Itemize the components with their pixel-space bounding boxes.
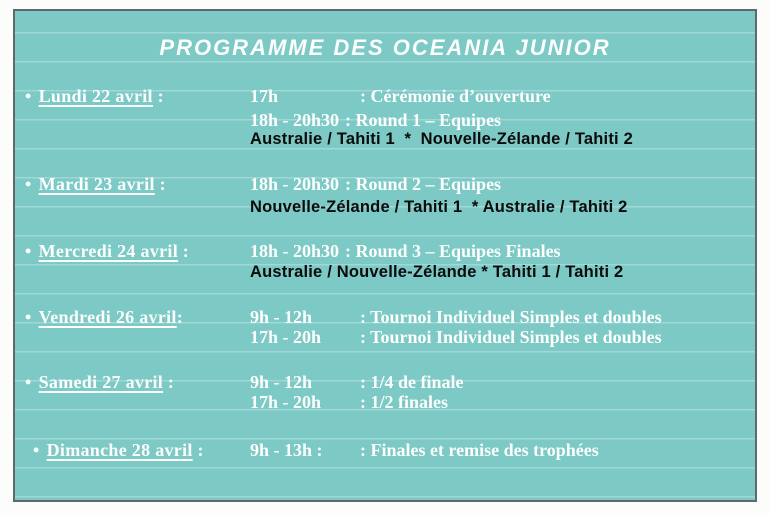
- date-text: Dimanche 28 avril: [46, 440, 193, 460]
- bullet-icon: •: [25, 241, 32, 261]
- bullet-icon: •: [33, 440, 40, 460]
- time-cell: 17h - 20h: [250, 327, 322, 347]
- activity-cell: : Finales et remise des trophées: [360, 440, 599, 460]
- date-label: [25, 371, 174, 393]
- activity-cell: : 1/2 finales: [360, 392, 448, 412]
- activity-cell: : Round 2 – Equipes: [345, 174, 502, 194]
- date-label: [25, 240, 189, 262]
- date-text: Mercredi 24 avril: [38, 241, 178, 261]
- date-text: Mardi 23 avril: [38, 174, 155, 194]
- teams-line: Australie / Nouvelle-Zélande * Tahiti 1 / Tahiti 2: [250, 263, 624, 281]
- schedule-row: [15, 85, 755, 107]
- date-text: Samedi 27 avril: [38, 372, 164, 392]
- bullet-icon: •: [25, 86, 32, 106]
- time-cell: 18h - 20h30: [250, 174, 340, 194]
- schedule-row: [15, 240, 755, 262]
- date-label: [25, 173, 166, 195]
- date-colon: :: [176, 307, 184, 327]
- schedule-row: [15, 371, 755, 393]
- activity-cell: : Round 3 – Equipes Finales: [345, 241, 561, 261]
- date-text: Vendredi 26 avril: [38, 307, 177, 327]
- date-label: [33, 439, 204, 461]
- date-label: [25, 85, 164, 107]
- activity-cell: : Round 1 – Equipes: [345, 110, 502, 130]
- time-cell: 18h - 20h30: [250, 110, 340, 130]
- time-cell: 9h - 12h: [250, 307, 313, 327]
- teams-line: Nouvelle-Zélande / Tahiti 1 * Australie / Tahiti 2: [250, 198, 628, 216]
- date-colon: :: [154, 174, 166, 194]
- program-card: [13, 9, 757, 502]
- schedule-row: [15, 391, 755, 413]
- date-colon: :: [152, 86, 164, 106]
- teams-line: Australie / Tahiti 1 * Nouvelle-Zélande / Tahiti 2: [250, 130, 633, 148]
- time-cell: 9h - 12h: [250, 372, 313, 392]
- activity-cell: : Tournoi Individuel Simples et doubles: [360, 307, 662, 327]
- time-cell: 17h: [250, 86, 279, 106]
- page-title: PROGRAMME DES OCEANIA JUNIOR: [159, 35, 611, 60]
- activity-cell: : Tournoi Individuel Simples et doubles: [360, 327, 662, 347]
- date-colon: :: [192, 440, 204, 460]
- date-label: [25, 306, 183, 328]
- activity-cell: : 1/4 de finale: [360, 372, 464, 392]
- schedule-row: [15, 128, 755, 150]
- time-cell: 17h - 20h: [250, 392, 322, 412]
- activity-cell: : Cérémonie d’ouverture: [360, 86, 551, 106]
- schedule-row: [15, 261, 755, 283]
- bullet-icon: •: [25, 307, 32, 327]
- schedule-row: [15, 306, 755, 328]
- date-colon: :: [163, 372, 175, 392]
- date-text: Lundi 22 avril: [38, 86, 153, 106]
- bullet-icon: •: [25, 372, 32, 392]
- time-cell: 18h - 20h30: [250, 241, 340, 261]
- time-cell: 9h - 13h :: [250, 440, 323, 460]
- schedule-row: [15, 196, 755, 218]
- bullet-icon: •: [25, 174, 32, 194]
- date-colon: :: [178, 241, 190, 261]
- schedule-row: [15, 173, 755, 195]
- schedule-row: [15, 439, 755, 461]
- schedule-row: [15, 326, 755, 348]
